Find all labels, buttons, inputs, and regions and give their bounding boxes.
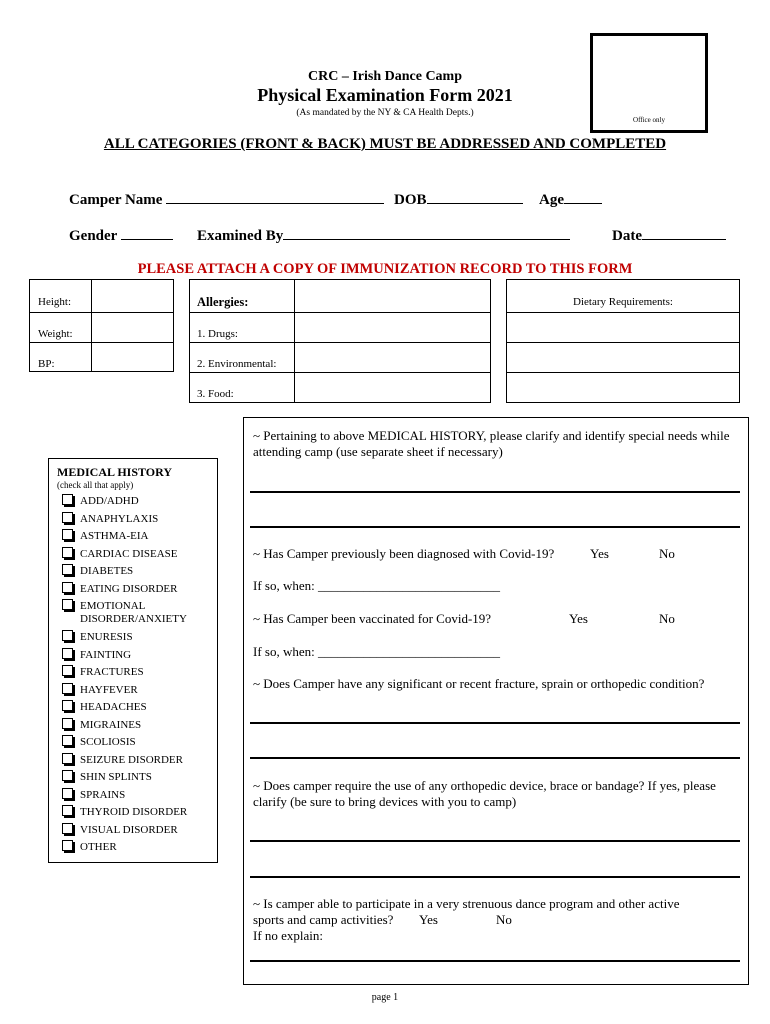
checkbox-icon[interactable] bbox=[62, 665, 73, 676]
checkbox-icon[interactable] bbox=[62, 753, 73, 764]
allergies-title: Allergies: bbox=[197, 295, 249, 309]
drugs-input[interactable] bbox=[295, 313, 490, 342]
page-number: page 1 bbox=[371, 992, 399, 1003]
q6-answer-line[interactable] bbox=[250, 960, 740, 962]
bp-input[interactable] bbox=[92, 343, 173, 371]
weight-label: Weight: bbox=[38, 328, 73, 340]
medical-history-item-label: MIGRAINES bbox=[80, 718, 142, 731]
checkbox-icon[interactable] bbox=[62, 735, 73, 746]
dob-label: DOB bbox=[394, 192, 427, 208]
q1-answer-line-2[interactable] bbox=[250, 526, 740, 528]
questions-box bbox=[243, 417, 749, 985]
environmental-label: 2. Environmental: bbox=[197, 358, 277, 370]
dietary-input[interactable] bbox=[507, 313, 739, 402]
q3-yes-option[interactable]: Yes bbox=[569, 611, 588, 626]
checkbox-icon[interactable] bbox=[62, 683, 73, 694]
medical-history-item-label: ADD/ADHD bbox=[80, 495, 139, 507]
camp-name: CRC – Irish Dance Camp bbox=[308, 69, 462, 84]
q6-yes-option[interactable]: Yes bbox=[419, 912, 438, 927]
checkbox-icon[interactable] bbox=[62, 770, 73, 781]
completion-banner: ALL CATEGORIES (FRONT & BACK) MUST BE ADDRESSED AND COMPLETED bbox=[103, 136, 667, 152]
medical-history-item-label: OTHER bbox=[80, 841, 117, 853]
checkbox-icon[interactable] bbox=[62, 564, 73, 575]
height-input[interactable] bbox=[92, 280, 173, 312]
form-subtitle: (As mandated by the NY & CA Health Depts.) bbox=[296, 108, 474, 118]
q5-answer-line-2[interactable] bbox=[250, 876, 740, 878]
q6-explain-label: If no explain: bbox=[253, 928, 324, 943]
medical-history-item-label: SPRAINS bbox=[80, 788, 126, 801]
dob-field bbox=[394, 190, 523, 209]
checkbox-icon[interactable] bbox=[62, 718, 73, 729]
examined-by-label: Examined By bbox=[197, 228, 284, 244]
medical-history-item bbox=[80, 701, 147, 714]
medical-history-item bbox=[80, 684, 138, 697]
date-label: Date bbox=[612, 228, 642, 244]
height-label: Height: bbox=[38, 296, 71, 308]
dob-input[interactable] bbox=[427, 190, 523, 204]
q5-answer-line-1[interactable] bbox=[250, 840, 740, 842]
q2-covid-diagnosed: ~ Has Camper previously been diagnosed with Covid-19? bbox=[253, 546, 555, 561]
examined-by-input[interactable] bbox=[283, 226, 570, 240]
gender-label: Gender bbox=[69, 228, 118, 244]
medical-history-title: MEDICAL HISTORY bbox=[57, 465, 173, 479]
immunization-note: PLEASE ATTACH A COPY OF IMMUNIZATION RECORD TO THIS FORM bbox=[137, 261, 633, 277]
age-field bbox=[539, 190, 602, 209]
food-input[interactable] bbox=[295, 373, 490, 402]
medical-history-item-label: ASTHMA-EIA bbox=[80, 530, 149, 542]
medical-history-item-label: DIABETES bbox=[80, 565, 134, 577]
q3-no-option[interactable]: No bbox=[659, 611, 675, 626]
medical-history-item bbox=[80, 530, 148, 543]
camper-name-input[interactable] bbox=[166, 190, 384, 204]
environmental-input[interactable] bbox=[295, 343, 490, 372]
medical-history-item bbox=[80, 600, 200, 626]
checkbox-icon[interactable] bbox=[62, 823, 73, 834]
checkbox-icon[interactable] bbox=[62, 582, 73, 593]
medical-history-item bbox=[80, 631, 133, 644]
examined-by-field bbox=[197, 226, 570, 245]
form-title: Physical Examination Form 2021 bbox=[257, 85, 513, 105]
camper-name-field bbox=[69, 190, 384, 209]
checkbox-icon[interactable] bbox=[62, 630, 73, 641]
q2-no-option[interactable]: No bbox=[659, 546, 675, 561]
medical-history-item bbox=[80, 666, 144, 679]
checkbox-icon[interactable] bbox=[62, 494, 73, 505]
medical-history-item bbox=[80, 495, 139, 508]
medical-history-item-label: EATING DISORDER bbox=[80, 582, 178, 595]
medical-history-item bbox=[80, 649, 131, 662]
q2-when-field[interactable]: If so, when: ____________________________ bbox=[253, 578, 500, 593]
q5-orthopedic-device: ~ Does camper require the use of any orthopedic device, brace or bandage? If yes, please clarify (be sure to bring devices with you to camp) bbox=[253, 778, 716, 809]
bp-label: BP: bbox=[38, 358, 55, 370]
q4-answer-line-2[interactable] bbox=[250, 757, 740, 759]
medical-history-item-label: ENURESIS bbox=[80, 631, 133, 643]
checkbox-icon[interactable] bbox=[62, 512, 73, 523]
checkbox-icon[interactable] bbox=[62, 648, 73, 659]
office-only-label: Office only bbox=[633, 116, 665, 124]
medical-history-item-label: ANAPHYLAXIS bbox=[80, 512, 159, 525]
q1-special-needs: ~ Pertaining to above MEDICAL HISTORY, please clarify and identify special needs while attending camp (use separate sheet if necessary) bbox=[253, 428, 730, 459]
q6-line-2: sports and camp activities? bbox=[253, 912, 394, 927]
age-input[interactable] bbox=[564, 190, 602, 204]
medical-history-item-label: EMOTIONAL DISORDER/ANXIETY bbox=[80, 600, 187, 625]
checkbox-icon[interactable] bbox=[62, 788, 73, 799]
drugs-label: 1. Drugs: bbox=[197, 328, 238, 340]
age-label: Age bbox=[539, 192, 564, 208]
medical-history-item bbox=[80, 513, 158, 526]
q4-orthopedic-condition: ~ Does Camper have any significant or recent fracture, sprain or orthopedic condition? bbox=[253, 676, 705, 691]
medical-history-item bbox=[80, 583, 177, 596]
medical-history-subtitle: (check all that apply) bbox=[57, 480, 134, 490]
checkbox-icon[interactable] bbox=[62, 840, 73, 851]
date-input[interactable] bbox=[642, 226, 726, 240]
medical-history-item-label: SEIZURE DISORDER bbox=[80, 753, 183, 766]
gender-field bbox=[69, 226, 173, 245]
q4-answer-line-1[interactable] bbox=[250, 722, 740, 724]
camper-name-label: Camper Name bbox=[69, 192, 163, 208]
medical-history-item-label: VISUAL DISORDER bbox=[80, 823, 178, 836]
medical-history-item bbox=[80, 548, 177, 561]
checkbox-icon[interactable] bbox=[62, 547, 73, 558]
medical-history-item bbox=[80, 719, 141, 732]
medical-history-item bbox=[80, 789, 125, 802]
q3-when-field[interactable]: If so, when: ____________________________ bbox=[253, 644, 500, 659]
medical-history-item-label: SCOLIOSIS bbox=[80, 736, 136, 748]
medical-history-item-label: HAYFEVER bbox=[80, 683, 138, 696]
q6-line-1: ~ Is camper able to participate in a very strenuous dance program and other active bbox=[253, 896, 680, 911]
weight-input[interactable] bbox=[92, 313, 173, 342]
medical-history-item bbox=[80, 824, 178, 837]
q3-covid-vaccinated: ~ Has Camper been vaccinated for Covid-19? bbox=[253, 611, 492, 626]
medical-history-item-label: SHIN SPLINTS bbox=[80, 771, 152, 783]
medical-history-item-label: FRACTURES bbox=[80, 666, 144, 678]
q6-no-option[interactable]: No bbox=[496, 912, 512, 927]
medical-history-item bbox=[80, 806, 187, 819]
date-field bbox=[612, 226, 726, 245]
dietary-title: Dietary Requirements: bbox=[573, 296, 673, 308]
medical-history-box bbox=[48, 458, 218, 863]
checkbox-icon[interactable] bbox=[62, 805, 73, 816]
medical-history-item bbox=[80, 841, 117, 854]
medical-history-item bbox=[80, 565, 133, 578]
checkbox-icon[interactable] bbox=[62, 599, 73, 610]
q1-answer-line-1[interactable] bbox=[250, 491, 740, 493]
medical-history-item-label: CARDIAC DISEASE bbox=[80, 547, 178, 560]
food-label: 3. Food: bbox=[197, 388, 234, 400]
medical-history-item bbox=[80, 754, 183, 767]
checkbox-icon[interactable] bbox=[62, 529, 73, 540]
gender-input[interactable] bbox=[121, 226, 173, 240]
q2-yes-option[interactable]: Yes bbox=[590, 546, 609, 561]
checkbox-icon[interactable] bbox=[62, 700, 73, 711]
medical-history-item-label: FAINTING bbox=[80, 648, 132, 661]
medical-history-item bbox=[80, 771, 152, 784]
medical-history-item-label: HEADACHES bbox=[80, 701, 147, 713]
medical-history-item bbox=[80, 736, 136, 749]
medical-history-item-label: THYROID DISORDER bbox=[80, 806, 188, 818]
